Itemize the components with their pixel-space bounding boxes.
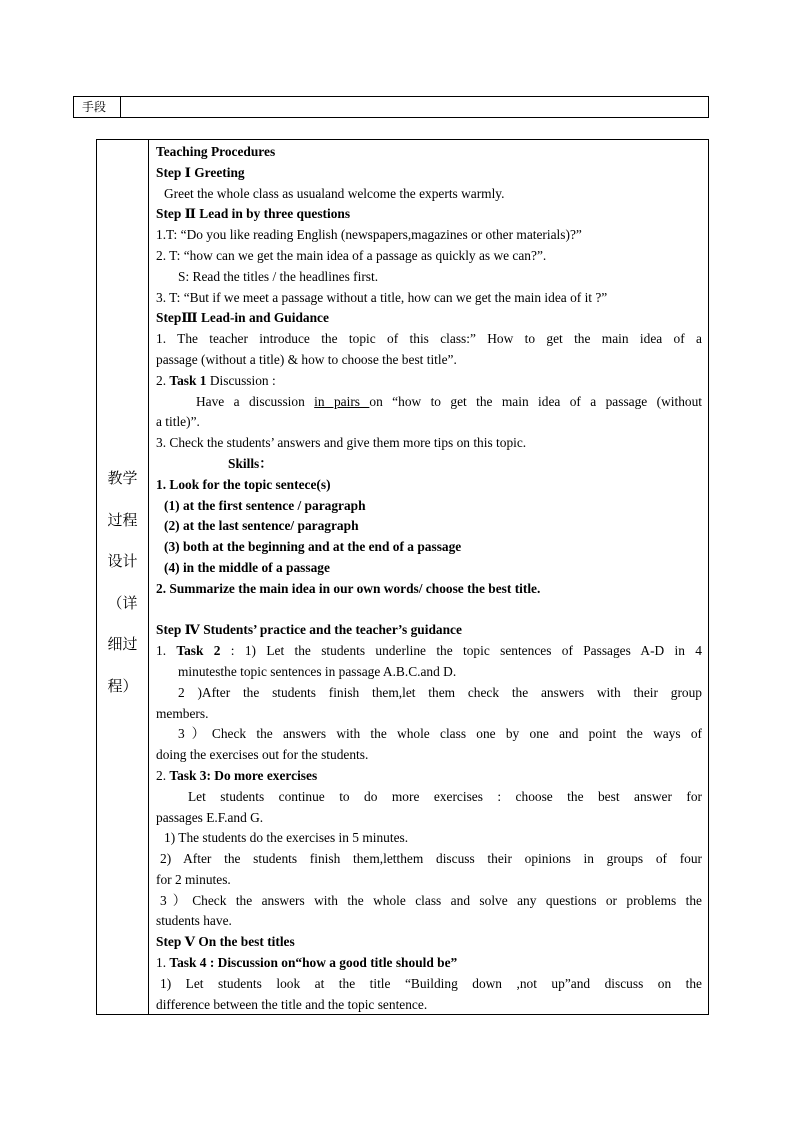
procedure-table: [96, 139, 709, 1015]
skill-item: (3) both at the beginning and at the end of a passage: [164, 539, 462, 555]
side-label-line: （详: [107, 593, 138, 612]
side-label-line: 细过: [107, 635, 138, 653]
procedure-content: [156, 142, 702, 1015]
task-line: [156, 766, 702, 787]
task-label: Task 2: [176, 643, 221, 659]
task-line: [156, 641, 702, 662]
text-line: 3）Check the answers with the whole class and solve any questions or problems the: [160, 892, 702, 908]
section-title: Teaching Procedures: [156, 144, 276, 159]
step-heading: Step Ⅱ Lead in by three questions: [156, 206, 351, 222]
side-label-line: 设计: [107, 552, 138, 570]
text-line: S: Read the titles / the headlines first.: [178, 268, 379, 284]
header-row: [73, 96, 709, 118]
text-line: difference between the title and the topic sentence.: [156, 996, 428, 1012]
text-run: Have a discussion: [196, 393, 315, 409]
side-label: [97, 458, 148, 707]
text-line: members.: [156, 705, 209, 721]
text-line: Let students continue to do more exercises : choose the best answer for: [188, 788, 702, 804]
task-line: [156, 953, 702, 974]
text-run: on “how to get the main idea of a passage (without: [369, 393, 703, 409]
text-line: passage (without a title) & how to choose the best title”.: [156, 351, 457, 367]
text-line: a title)”.: [156, 414, 200, 430]
header-label: 手段: [74, 97, 121, 117]
step-heading: StepⅢ Lead-in and Guidance: [156, 310, 329, 326]
skill-item: 1. Look for the topic sentece(s): [156, 476, 331, 492]
text-run: 2.: [156, 767, 170, 783]
text-line: 2) After the students finish them,letthem discuss their opinions in groups of four: [160, 851, 702, 867]
step-heading: Step Ⅳ Students’ practice and the teacher’s guidance: [156, 622, 462, 638]
step-heading: Step Ⅰ Greeting: [156, 164, 245, 180]
text-line: 1) The students do the exercises in 5 minutes.: [164, 830, 409, 846]
side-label-line: 过程: [107, 510, 138, 529]
side-label-line: 程）: [107, 676, 138, 695]
skill-item: (4) in the middle of a passage: [164, 559, 330, 575]
text-line: 2. T: “how can we get the main idea of a passage as quickly as we can?”.: [156, 247, 547, 263]
text-line: 3）Check the answers with the whole class one by one and point the ways of: [178, 726, 702, 742]
text-line: 1. The teacher introduce the topic of this class:” How to get the main idea of a: [156, 331, 702, 347]
step-heading: Step Ⅴ On the best titles: [156, 934, 295, 950]
text-line: for 2 minutes.: [156, 871, 231, 887]
text-line: 3. Check the students’ answers and give them more tips on this topic.: [156, 435, 527, 451]
skill-item: (1) at the first sentence / paragraph: [164, 497, 366, 513]
task-label: Task 1: [169, 372, 207, 388]
side-label-line: 教学: [107, 469, 138, 487]
text-line: Greet the whole class as usualand welcome the experts warmly.: [164, 185, 505, 201]
blank-line: [156, 600, 702, 621]
skill-item: (2) at the last sentence/ paragraph: [164, 518, 359, 534]
task-label: Task 3: Do more exercises: [169, 767, 318, 783]
text-line: passages E.F.and G.: [156, 809, 264, 825]
side-label-cell: [97, 140, 149, 1014]
text-line: 1) Let students look at the title “Building down ,not up”and discuss on the: [160, 975, 702, 991]
skill-item: 2. Summarize the main idea in our own words/ choose the best title.: [156, 580, 541, 596]
text-run: : 1) Let the students underline the topic sentences of Passages A-D in 4: [220, 643, 702, 659]
text-line: students have.: [156, 913, 232, 929]
text-line: 2 )After the students finish them,let them check the answers with their group: [178, 684, 702, 700]
text-line: 1.T: “Do you like reading English (newspapers,magazines or other materials)?”: [156, 227, 582, 243]
text-line: 3. T: “But if we meet a passage without a title, how can we get the main idea of it ?”: [156, 289, 608, 305]
text-run: 1.: [156, 643, 177, 659]
task-line: [156, 371, 702, 392]
text-line: doing the exercises out for the students.: [156, 747, 369, 763]
text-run: 2.: [156, 372, 170, 388]
text-run: Discussion :: [206, 372, 276, 388]
text-line: [156, 392, 702, 413]
skills-heading: Skills：: [228, 455, 273, 471]
text-run: 1.: [156, 955, 170, 971]
task-label: Task 4 : Discussion on“how a good title should be”: [169, 955, 458, 971]
underlined-text: in pairs: [314, 393, 370, 409]
text-line: minutesthe topic sentences in passage A.B.C.and D.: [178, 663, 457, 679]
